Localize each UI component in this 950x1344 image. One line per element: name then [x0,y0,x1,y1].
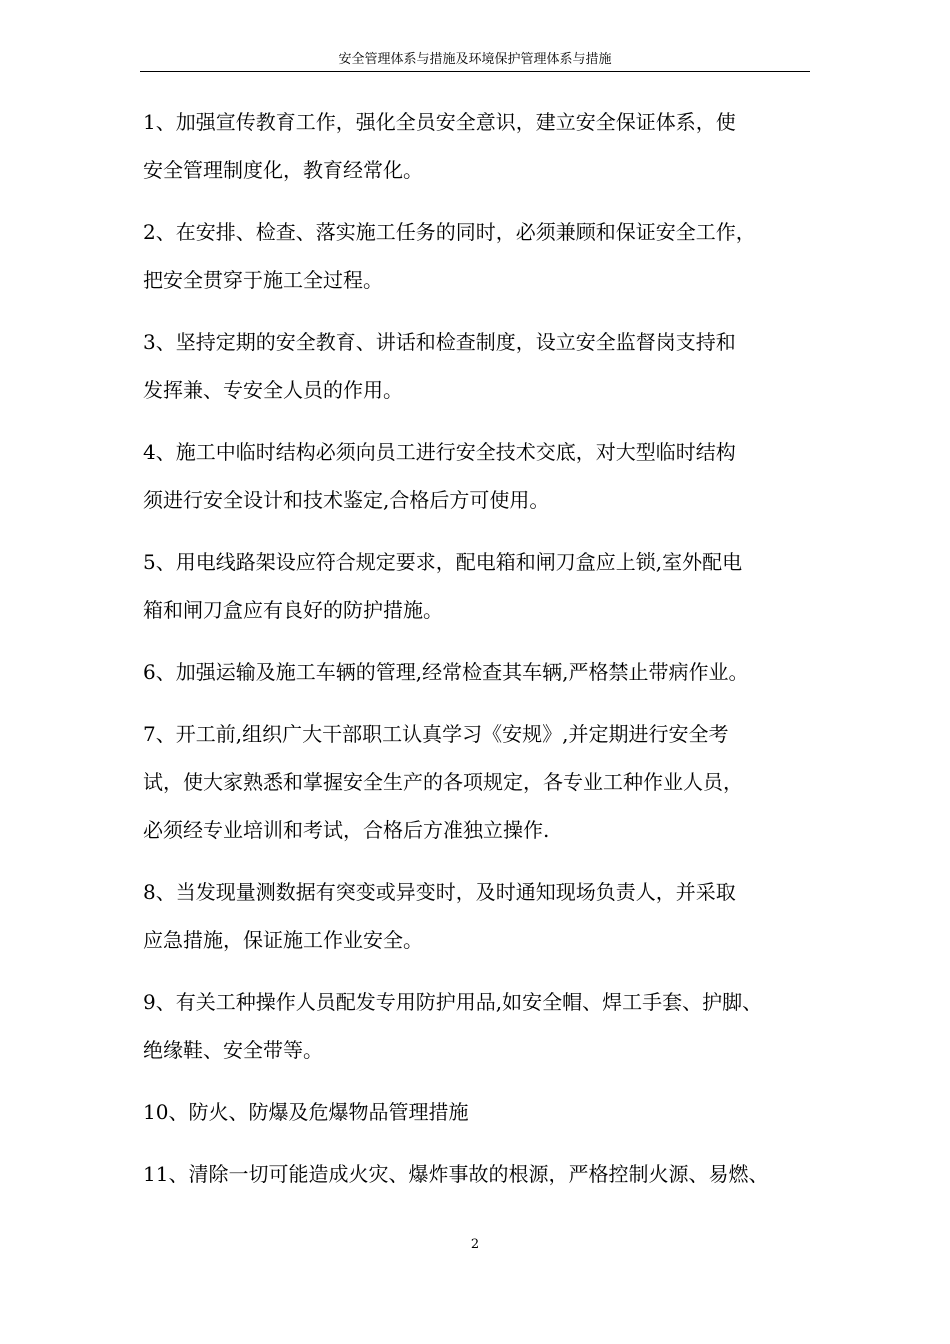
paragraph-line: 1、加强宣传教育工作，强化全员安全意识，建立安全保证体系，使 [143,110,736,134]
paragraph-line: 须进行安全设计和技术鉴定,合格后方可使用。 [143,488,550,512]
paragraph-line: 7、开工前,组织广大干部职工认真学习《安规》,并定期进行安全考 [143,722,729,746]
paragraph-line: 安全管理制度化，教育经常化。 [143,158,423,182]
paragraph-line: 必须经专业培训和考试，合格后方准独立操作. [143,818,550,842]
paragraph-line: 3、坚持定期的安全教育、讲话和检查制度，设立安全监督岗支持和 [143,330,736,354]
paragraph-line: 6、加强运输及施工车辆的管理,经常检查其车辆,严格禁止带病作业。 [143,660,749,684]
paragraph-line: 应急措施，保证施工作业安全。 [143,928,423,952]
paragraph-line: 试，使大家熟悉和掌握安全生产的各项规定，各专业工种作业人员， [143,770,743,794]
paragraph-line: 把安全贯穿于施工全过程。 [143,268,383,292]
page-number: 2 [470,1237,480,1252]
paragraph-9 [143,978,810,1074]
paragraph-8 [143,868,810,964]
header-divider [140,71,810,72]
paragraph-11 [143,1150,810,1198]
paragraph-line: 发挥兼、专安全人员的作用。 [143,378,403,402]
paragraph-3 [143,318,810,414]
paragraph-6 [143,648,810,696]
paragraph-line: 5、用电线路架设应符合规定要求，配电箱和闸刀盒应上锁,室外配电 [143,550,743,574]
paragraph-line: 9、有关工种操作人员配发专用防护用品,如安全帽、焊工手套、护脚、 [143,990,763,1014]
paragraph-line: 箱和闸刀盒应有良好的防护措施。 [143,598,443,622]
paragraph-line: 绝缘鞋、安全带等。 [143,1038,323,1062]
paragraph-10 [143,1088,810,1136]
document-body [143,98,810,1212]
paragraph-4 [143,428,810,524]
paragraph-2 [143,208,810,304]
paragraph-5 [143,538,810,634]
paragraph-line: 10、防火、防爆及危爆物品管理措施 [143,1100,469,1124]
paragraph-1 [143,98,810,194]
paragraph-line: 2、在安排、检查、落实施工任务的同时，必须兼顾和保证安全工作， [143,220,756,244]
running-header-title: 安全管理体系与措施及环境保护管理体系与措施 [338,52,612,67]
paragraph-7 [143,710,810,854]
paragraph-line: 11、清除一切可能造成火灾、爆炸事故的根源，严格控制火源、易燃、 [143,1162,769,1186]
paragraph-line: 8、当发现量测数据有突变或异变时，及时通知现场负责人，并采取 [143,880,736,904]
paragraph-line: 4、施工中临时结构必须向员工进行安全技术交底，对大型临时结构 [143,440,736,464]
